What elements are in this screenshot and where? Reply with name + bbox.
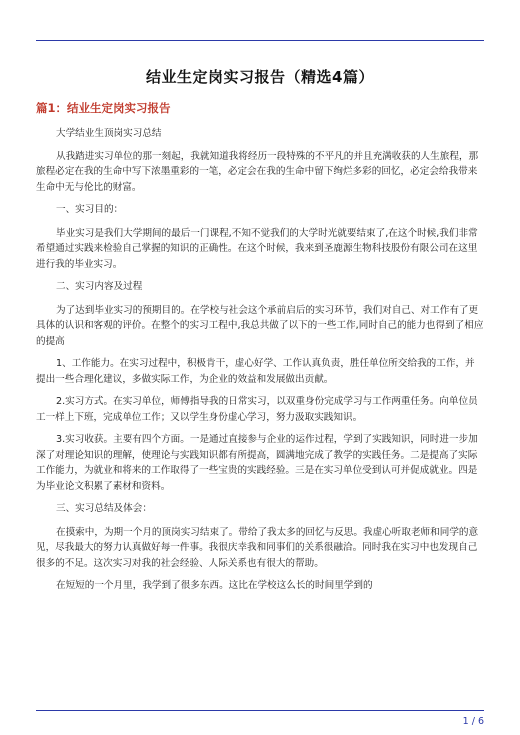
document-title: 结业生定岗实习报告（精选4篇） <box>146 68 374 86</box>
paragraph: 3.实习收获。主要有四个方面。一是通过直接参与企业的运作过程，学到了实践知识，同时进一步加深了对理论知识的理解，使理论与实践知识都有所提高，圆满地完成了教学的实践任务。二是提高了实际工作能力，为就业和将来的工作取得了一些宝贵的实践经验。三是在实习单位受到认可并促成就业。四是为毕业论文积累了素材和资料。 <box>36 434 478 492</box>
footer-rule <box>36 710 484 711</box>
paragraph: 1、工作能力。在实习过程中，积极肯干，虚心好学、工作认真负责，胜任单位所交给我的工作，并提出一些合理化建议，多做实际工作，为企业的效益和发展做出贡献。 <box>36 358 475 385</box>
paragraph: 在摸索中，为期一个月的顶岗实习结束了。带给了我太多的回忆与反思。我虚心听取老师和同学的意见，尽我最大的努力认真做好每一件事。我很庆幸我和同事们的关系很融洽。同时我在实习中也发现自己很多的不足。这次实习对我的社会经验、人际关系也有很大的帮助。 <box>36 526 479 569</box>
paragraph-subtitle: 大学结业生顶岗实习总结 <box>56 128 162 139</box>
section-heading: 篇1：结业生定岗实习报告 <box>36 101 171 115</box>
paragraph: 从我踏进实习单位的那一刻起，我就知道我将经历一段特殊的不平凡的并且充满收获的人生旅程，那旅程必定在我的生命中写下浓墨重彩的一笔，必定会在我的生命中留下绚烂多彩的回忆，必定会给我带来生命中无与伦比的财富。 <box>36 150 479 193</box>
subheading: 三、实习总结及体会： <box>56 503 152 514</box>
paragraph: 2.实习方式。在实习单位，师傅指导我的日常实习，以双重身份完成学习与工作两重任务。向单位员工一样上下班，完成单位工作；又以学生身份虚心学习，努力汲取实践知识。 <box>36 396 478 423</box>
page-number: 1 / 6 <box>462 716 484 727</box>
paragraph: 毕业实习是我们大学期间的最后一门课程,不知不觉我们的大学时光就要结束了,在这个时候,我们非常希望通过实践来检验自己掌握的知识的正确性。在这个时候，我来到圣鹿源生物科技股份有限公司在这里进行我的毕业实习。 <box>36 227 478 270</box>
header-rule <box>36 40 484 41</box>
subheading: 一、实习目的： <box>56 204 124 215</box>
paragraph: 在短短的一个月里，我学到了很多东西。这比在学校这么长的时间里学到的 <box>56 580 373 591</box>
document-body <box>36 126 484 601</box>
paragraph: 为了达到毕业实习的预期目的。在学校与社会这个承前启后的实习环节，我们对自己、对工作有了更具体的认识和客观的评价。在整个的实习工程中,我总共做了以下的一些工作,同时自己的能力也得到了相应的提高 <box>36 304 484 347</box>
subheading: 二、实习内容及过程 <box>56 281 143 292</box>
